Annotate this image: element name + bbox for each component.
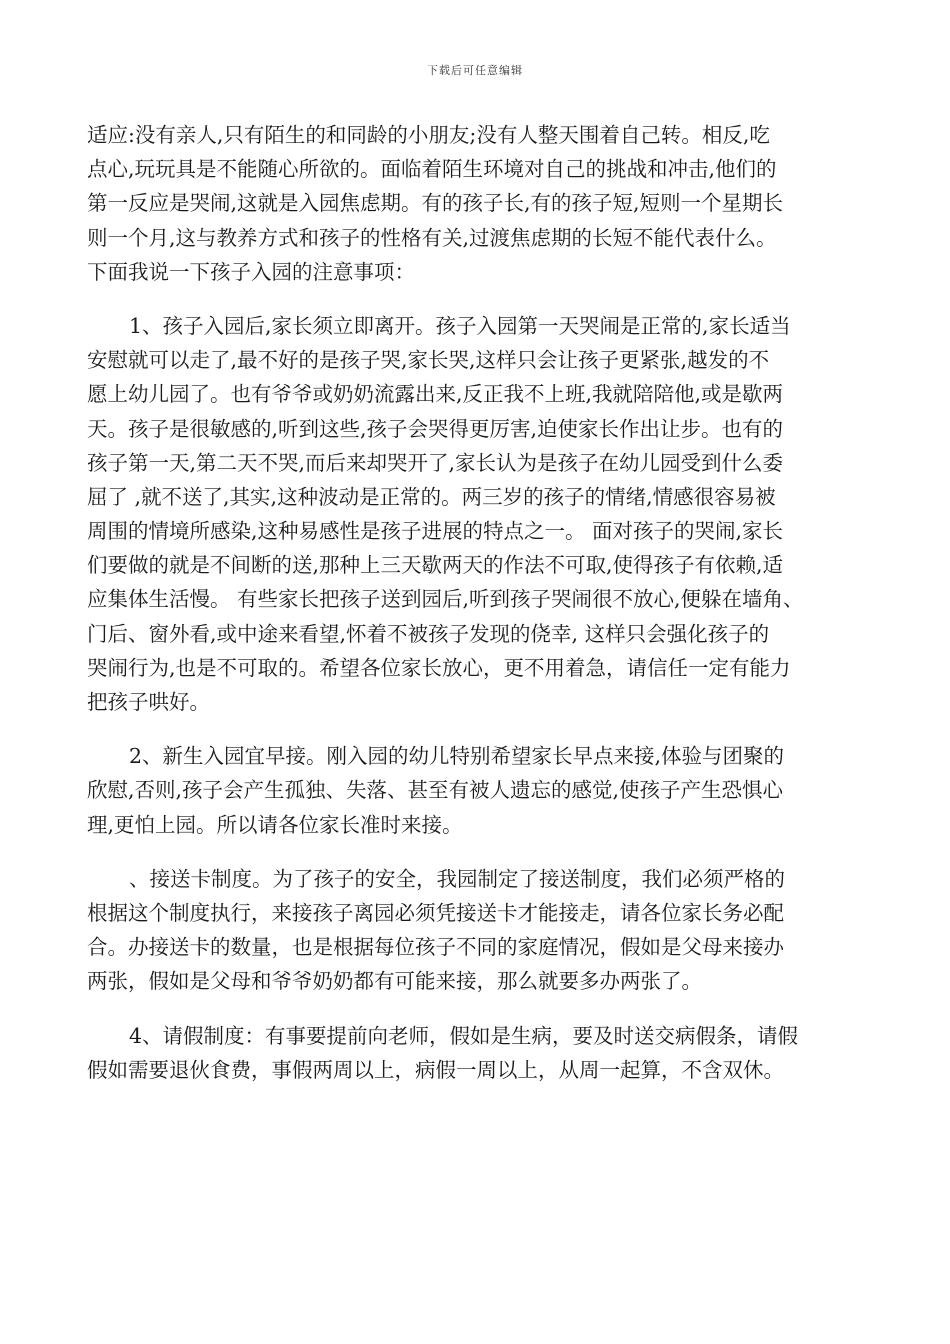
text-line: 屈了 ,就不送了,其实,这种波动是正常的。两三岁的孩子的情绪,情感很容易被 bbox=[87, 484, 776, 509]
text-line: 安慰就可以走了,最不好的是孩子哭,家长哭,这样只会让孩子更紧张,越发的不 bbox=[87, 348, 770, 373]
text-line: 则一个月,这与教养方式和孩子的性格有关,过渡焦虑期的长短不能代表什么。 bbox=[87, 225, 777, 250]
text-line: 们要做的就是不间断的送,那种上三天歇两天的作法不可取,使得孩子有依赖,适 bbox=[87, 553, 784, 578]
text-line: 两张，假如是父母和爷爷奶奶都有可能来接，那么就要多办两张了。 bbox=[87, 969, 702, 994]
paragraph-intro bbox=[87, 118, 877, 289]
text-line: 愿上幼儿园了。也有爷爷或奶奶流露出来,反正我不上班,我就陪陪他,或是歇两 bbox=[87, 382, 784, 407]
text-line: 根据这个制度执行，来接孩子离园必须凭接送卡才能接走，请各位家长务必配 bbox=[87, 900, 784, 925]
text-line: 第一反应是哭闹,这就是入园焦虑期。有的孩子长,有的孩子短,短则一个星期长 bbox=[87, 191, 784, 216]
text-line: 哭闹行为,也是不可取的。希望各位家长放心，更不用着急，请信任一定有能力 bbox=[87, 655, 791, 680]
text-line: 天。孩子是很敏感的,听到这些,孩子会哭得更厉害,迫使家长作出让步。也有的 bbox=[87, 416, 784, 441]
page-header: 下载后可任意编辑 bbox=[427, 64, 523, 77]
document-body bbox=[87, 118, 877, 1087]
paragraph-item-4 bbox=[87, 1019, 877, 1087]
text-line: 欣慰,否则,孩子会产生孤独、失落、甚至有被人遗忘的感觉,使孩子产生恐惧心 bbox=[87, 778, 784, 803]
text-line: 合。办接送卡的数量，也是根据每位孩子不同的家庭情况，假如是父母来接办 bbox=[87, 935, 784, 960]
paragraph-item-2 bbox=[87, 739, 877, 842]
text-line: 下面我说一下孩子入园的注意事项： bbox=[87, 259, 415, 284]
text-line: 门后、窗外看,或中途来看望,怀着不被孩子发现的侥幸, 这样只会强化孩子的 bbox=[87, 621, 770, 646]
text-line: 2、新生入园宜早接。刚入园的幼儿特别希望家长早点来接,体验与团聚的 bbox=[129, 744, 785, 769]
text-line: 、接送卡制度。为了孩子的安全，我园制定了接送制度，我们必须严格的 bbox=[129, 866, 785, 891]
text-line: 1、孩子入园后,家长须立即离开。孩子入园第一天哭闹是正常的,家长适当 bbox=[129, 313, 791, 338]
text-line: 孩子第一天,第二天不哭,而后来却哭开了,家长认为是孩子在幼儿园受到什么委 bbox=[87, 450, 784, 475]
text-line: 4、请假制度：有事要提前向老师，假如是生病，要及时送交病假条，请假 bbox=[129, 1023, 799, 1048]
paragraph-item-1 bbox=[87, 309, 877, 719]
text-line: 点心,玩玩具是不能随心所欲的。面临着陌生环境对自己的挑战和冲击,他们的 bbox=[87, 157, 777, 182]
text-line: 周围的情境所感染,这种易感性是孩子进展的特点之一。 面对孩子的哭闹,家长 bbox=[87, 519, 784, 544]
paragraph-item-3 bbox=[87, 862, 877, 999]
text-line: 假如需要退伙食费，事假两周以上，病假一周以上，从周一起算，不含双休。 bbox=[87, 1057, 784, 1082]
text-line: 适应:没有亲人,只有陌生的和同龄的小朋友;没有人整天围着自己转。相反,吃 bbox=[87, 123, 770, 147]
text-line: 把孩子哄好。 bbox=[87, 690, 210, 714]
text-line: 理,更怕上园。所以请各位家长准时来接。 bbox=[87, 812, 463, 837]
text-line: 应集体生活慢。 有些家长把孩子送到园后,听到孩子哭闹很不放心,便躲在墙角、 bbox=[87, 587, 804, 612]
